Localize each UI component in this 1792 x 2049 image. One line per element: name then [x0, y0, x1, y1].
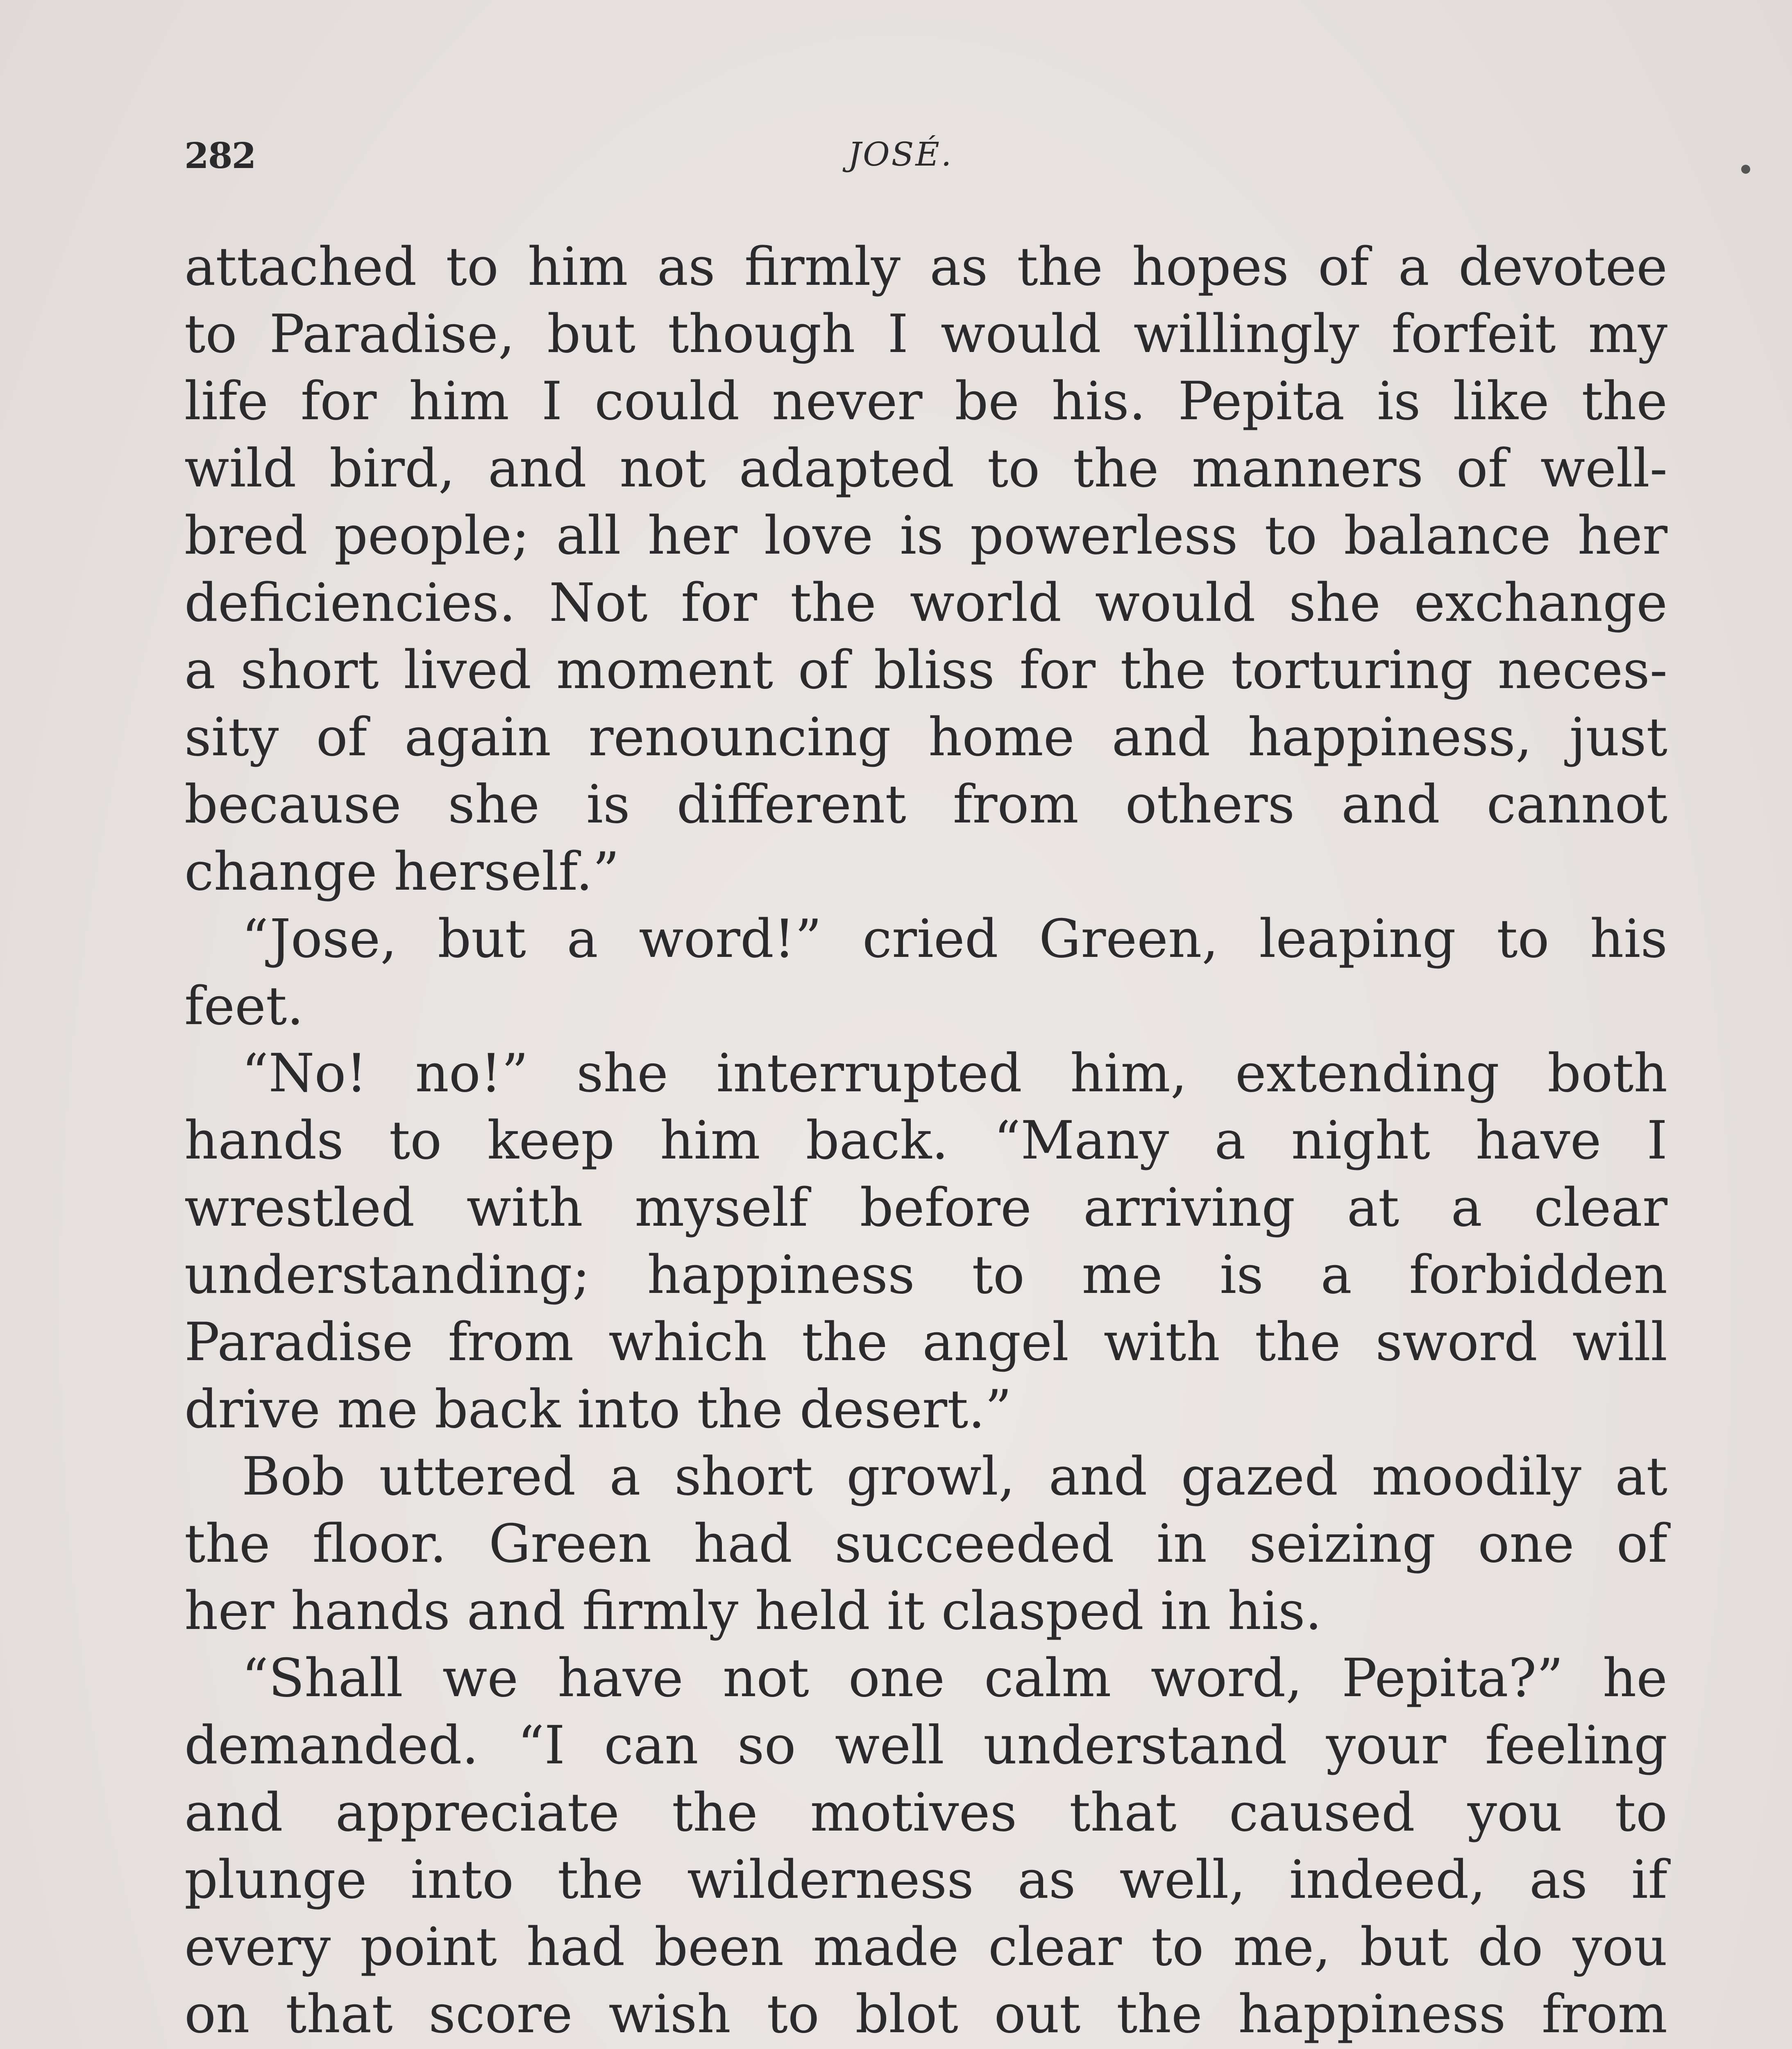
text-line: sity of again renouncing home and happiness, just: [184, 707, 1667, 768]
body-text: [184, 234, 1667, 2049]
text-line: wrestled with myself before arriving at a clear: [184, 1177, 1667, 1238]
text-line: to Paradise, but though I would willingly forfeit my: [184, 304, 1667, 365]
text-line: understanding; happiness to me is a forbidden: [184, 1245, 1667, 1306]
text-line: hands to keep him back. “Many a night have I: [184, 1110, 1667, 1171]
text-line: her hands and firmly held it clasped in his.: [184, 1581, 1322, 1642]
ink-speck: [1741, 165, 1750, 174]
text-line: life for him I could never be his. Pepita is like the: [184, 371, 1667, 432]
text-line: and appreciate the motives that caused you to: [184, 1782, 1667, 1843]
text-line: deficiencies. Not for the world would she exchange: [184, 572, 1667, 634]
running-title: JOSÉ.: [848, 135, 953, 173]
text-line: Bob uttered a short growl, and gazed moodily at: [242, 1446, 1667, 1507]
text-line: bred people; all her love is powerless to balance her: [184, 505, 1667, 566]
text-line: demanded. “I can so well understand your feeling: [184, 1715, 1667, 1776]
text-line: Paradise from which the angel with the sword will: [184, 1312, 1667, 1373]
text-line: plunge into the wilderness as well, indeed, as if: [184, 1849, 1667, 1910]
text-line: every point had been made clear to me, but do you: [184, 1917, 1667, 1978]
page-header: [184, 131, 1667, 180]
text-line: wild bird, and not adapted to the manners of well-: [184, 438, 1667, 499]
text-line: drive me back into the desert.”: [184, 1379, 1012, 1440]
text-line: “Shall we have not one calm word, Pepita?” he: [242, 1648, 1667, 1709]
text-line: feet.: [184, 976, 304, 1037]
text-line: “Jose, but a word!” cried Green, leaping to his: [242, 909, 1667, 970]
text-line: because she is different from others and cannot: [184, 774, 1667, 835]
text-line: change herself.”: [184, 841, 619, 902]
page-number: 282: [184, 135, 256, 177]
text-line: attached to him as firmly as the hopes of a devotee: [184, 236, 1667, 298]
text-line: on that score wish to blot out the happiness from: [184, 1984, 1667, 2045]
text-line: a short lived moment of bliss for the torturing neces-: [184, 640, 1667, 701]
text-line: the floor. Green had succeeded in seizing one of: [184, 1513, 1667, 1574]
text-line: “No! no!” she interrupted him, extending both: [242, 1043, 1667, 1104]
